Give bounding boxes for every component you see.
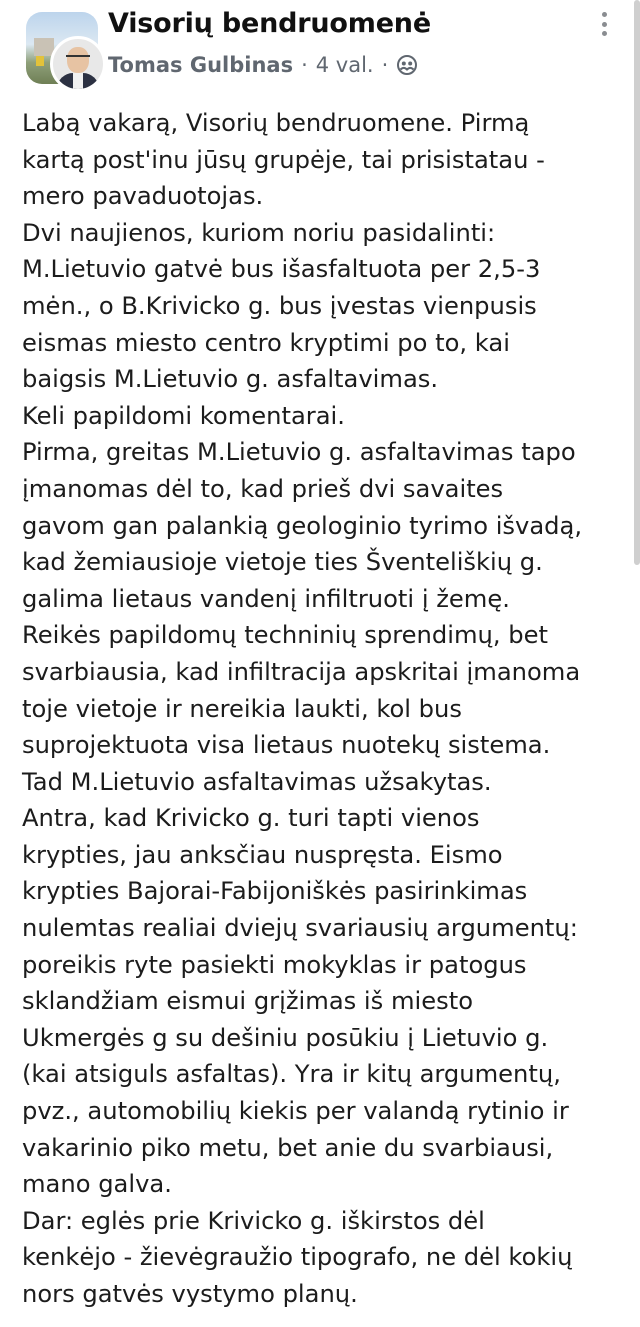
author-avatar-glasses <box>66 55 90 62</box>
post-text-line: Dvi naujienos, kuriom noriu pasidalinti: <box>22 218 496 247</box>
post-text-line: kartą post'inu jūsų grupėje, tai prisistatau - <box>22 145 545 174</box>
more-options-button[interactable] <box>592 12 616 36</box>
post-text-line: Dar: eglės prie Krivicko g. iškirstos dėl <box>22 1206 485 1235</box>
author-avatar-shirt <box>73 73 83 92</box>
post-body <box>22 105 622 1313</box>
post-text-line: krypties, jau anksčiau nuspręsta. Eismo <box>22 840 503 869</box>
post-text-line: (kai atsiguls asfaltas). Yra ir kitų argumentų, <box>22 1060 561 1089</box>
group-name-link[interactable]: Visorių bendruomenė <box>108 8 431 39</box>
post-text-line: mėn., o B.Krivicko g. bus įvestas vienpusis <box>22 291 537 320</box>
post-text-line: mero pavaduotojas. <box>22 182 264 211</box>
post-text-line: baigsis M.Lietuvio g. asfaltavimas. <box>22 365 439 394</box>
post-text-line: gavom gan palankią geologinio tyrimo išvadą, <box>22 511 583 540</box>
post-text-line: suprojektuota visa lietaus nuotekų sistema. <box>22 731 551 760</box>
post-text-line: įmanomas dėl to, kad prieš dvi savaites <box>22 474 504 503</box>
post-header <box>0 0 640 100</box>
post-text-line: toje vietoje ir nereikia laukti, kol bus <box>22 694 462 723</box>
post-text-line: poreikis ryte pasiekti mokyklas ir patogus <box>22 950 527 979</box>
post-text-line: galima lietaus vandenį infiltruoti į žemę. <box>22 584 510 613</box>
post-text-line: kenkėjo - žievėgraužio tipografo, ne dėl kokių <box>22 1243 573 1272</box>
more-options-icon <box>602 22 607 27</box>
post-text-line: Keli papildomi komentarai. <box>22 401 345 430</box>
post-meta <box>108 50 418 80</box>
post-text-line: Antra, kad Krivicko g. turi tapti vienos <box>22 804 480 833</box>
post-text-line: M.Lietuvio gatvė bus išasfaltuota per 2,5-3 <box>22 255 541 284</box>
author-avatar[interactable] <box>50 36 106 92</box>
post-text-line: pvz., automobilių kiekis per valandą rytinio ir <box>22 1097 569 1126</box>
post-text-line: vakarinio piko metu, bet anie du svarbiausi, <box>22 1133 554 1162</box>
scrollbar[interactable] <box>634 0 640 565</box>
post-text-line: mano galva. <box>22 1170 172 1199</box>
post-timestamp[interactable]: 4 val. <box>315 53 374 77</box>
post-text-line: krypties Bajorai-Fabijoniškės pasirinkimas <box>22 877 528 906</box>
post-text-line: sklandžiam eismui grįžimas iš miesto <box>22 987 473 1016</box>
post-text-line: nulemtas realiai dviejų svariausių argumentų: <box>22 914 578 943</box>
more-options-icon <box>602 12 607 17</box>
post-text-line: eismas miesto centro kryptimi po to, kai <box>22 328 510 357</box>
post-text-line: Ukmergės g su dešiniu posūkiu į Lietuvio g. <box>22 1023 549 1052</box>
meta-separator: · <box>301 53 308 77</box>
group-avatar-flag <box>36 56 44 66</box>
post-text-line: Tad M.Lietuvio asfaltavimas užsakytas. <box>22 767 492 796</box>
post-text-line: kad žemiausioje vietoje ties Šventeliškių g. <box>22 548 543 577</box>
more-options-icon <box>602 31 607 36</box>
group-audience-icon[interactable] <box>396 54 418 76</box>
post-text-line: Pirma, greitas M.Lietuvio g. asfaltavimas tapo <box>22 438 576 467</box>
meta-separator: · <box>381 53 389 77</box>
post-text-line: Labą vakarą, Visorių bendruomene. Pirmą <box>22 109 530 137</box>
post-text-line: nors gatvės vystymo planų. <box>22 1280 358 1308</box>
post-text-line: Reikės papildomų techninių sprendimų, bet <box>22 621 548 650</box>
post-text-line: svarbiausia, kad infiltracija apskritai įmanoma <box>22 657 581 686</box>
author-name-link[interactable]: Tomas Gulbinas <box>108 53 294 77</box>
